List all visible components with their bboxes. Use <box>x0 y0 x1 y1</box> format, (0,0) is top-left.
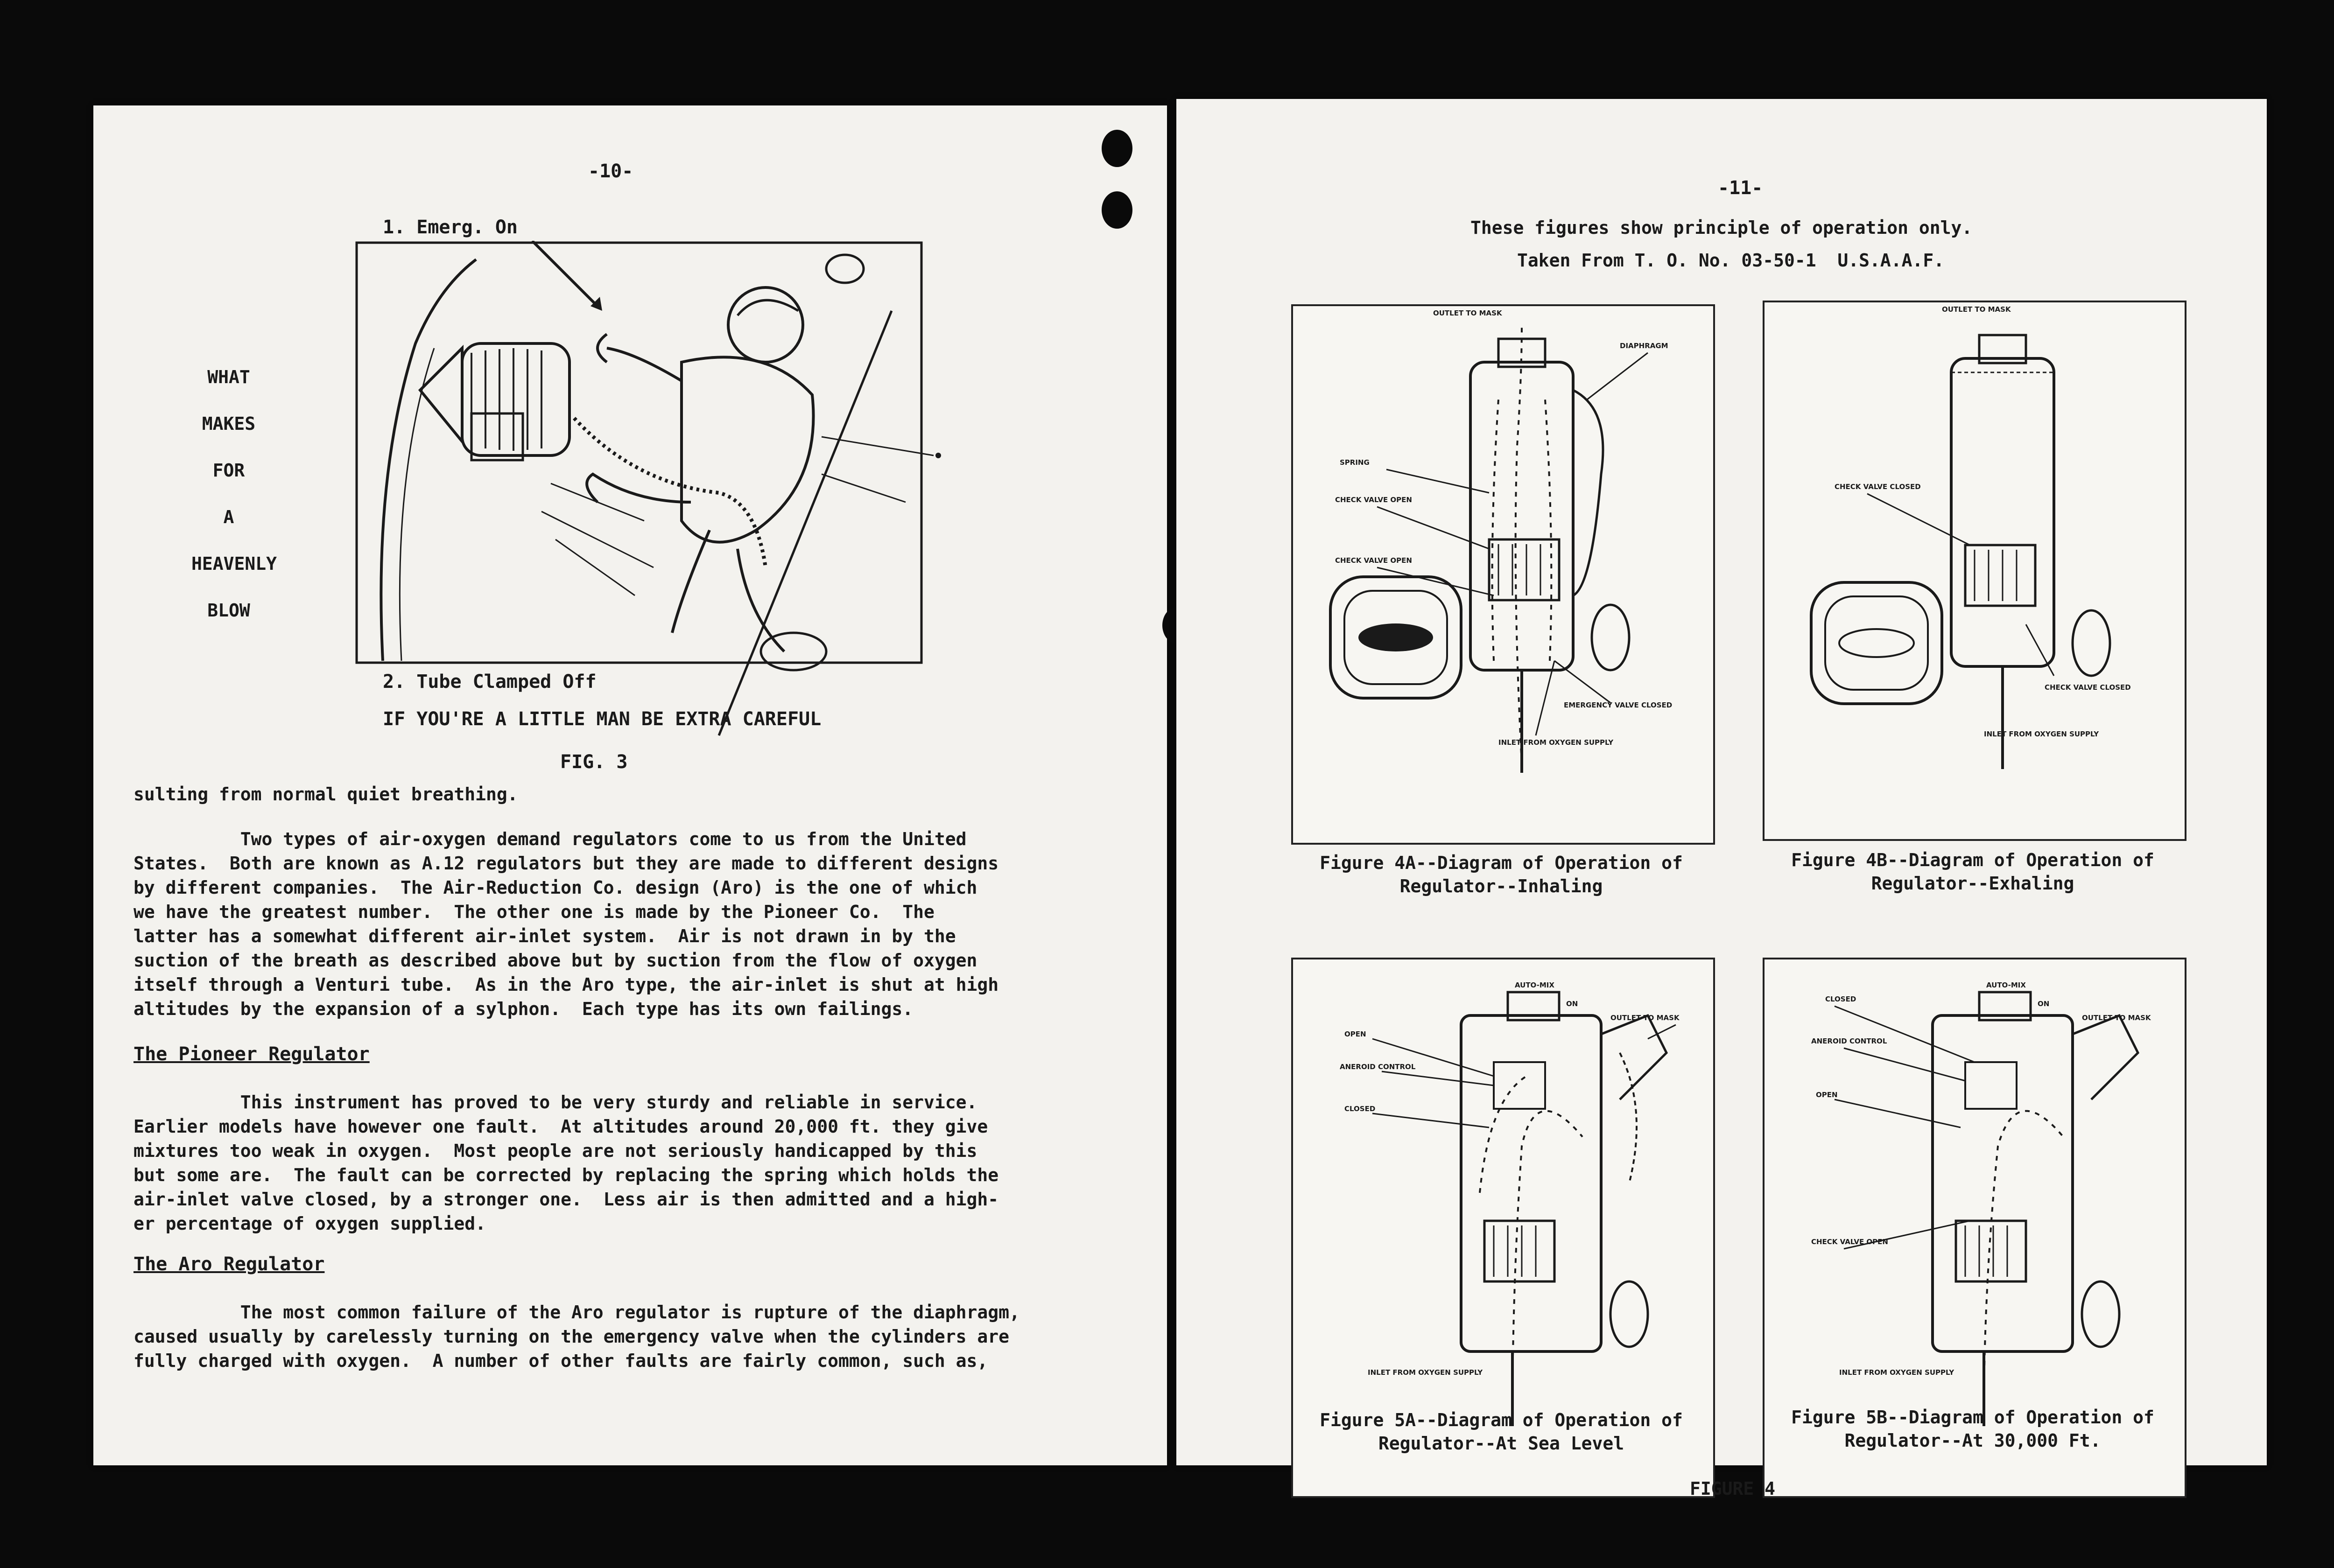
diagram-label: OUTLET TO MASK <box>1942 305 2011 314</box>
diagram-label: CHECK VALVE CLOSED <box>2045 683 2131 692</box>
side-word: A <box>223 507 234 527</box>
diagram-label: OUTLET TO MASK <box>1433 309 1502 317</box>
cartoon-caption: IF YOU'RE A LITTLE MAN BE EXTRA CAREFUL <box>383 708 822 730</box>
diagram-label: OUTLET TO MASK <box>1610 1014 1680 1022</box>
diagram-label: INLET FROM OXYGEN SUPPLY <box>1498 738 1614 747</box>
text-line: we have the greatest number. The other one is made by the Pioneer Co. The <box>134 902 935 922</box>
diagram-label: DIAPHRAGM <box>1620 342 1668 350</box>
text-line: caused usually by carelessly turning on the emergency valve when the cylinders are <box>134 1326 1009 1347</box>
text-line: States. Both are known as A.12 regulators but they are made to different designs <box>134 853 999 874</box>
diagram-label: INLET FROM OXYGEN SUPPLY <box>1984 730 2099 738</box>
diagram-label: OUTLET TO MASK <box>2082 1014 2151 1022</box>
diagram-label: CLOSED <box>1825 995 1856 1003</box>
text-line: Two types of air-oxygen demand regulators come to us from the United <box>134 829 967 849</box>
figure-4-label: FIGURE 4 <box>1690 1478 1776 1499</box>
right-page <box>1176 99 2267 1499</box>
diagram-label: OPEN <box>1344 1030 1366 1038</box>
cartoon-label-bottom: 2. Tube Clamped Off <box>383 671 597 693</box>
diagram-label: ON <box>1566 1000 1578 1008</box>
diagram-label: CHECK VALVE CLOSED <box>1835 483 1921 491</box>
text-line: The most common failure of the Aro regulator is rupture of the diaphragm, <box>134 1302 1020 1323</box>
figure-4a-box <box>1291 304 1715 845</box>
diagram-label: INLET FROM OXYGEN SUPPLY <box>1368 1368 1483 1377</box>
side-word: MAKES <box>202 413 256 434</box>
text-line: mixtures too weak in oxygen. Most people are not seriously handicapped by this <box>134 1141 977 1161</box>
figure-4a-diagram <box>1293 306 1713 843</box>
text-line: er percentage of oxygen supplied. <box>134 1213 486 1234</box>
text-line: air-inlet valve closed, by a stronger one. Less air is then admitted and a high- <box>134 1189 999 1210</box>
side-word: FOR <box>212 460 245 481</box>
diagram-label: INLET FROM OXYGEN SUPPLY <box>1839 1368 1954 1377</box>
diagram-label: ON <box>2038 1000 2050 1008</box>
figure-5b-caption: Figure 5B--Diagram of Operation of Regulator--At 30,000 Ft. <box>1791 1407 2154 1451</box>
diagram-label: CHECK VALVE OPEN <box>1335 556 1412 565</box>
note-principle: These figures show principle of operation only. <box>1470 217 1973 238</box>
text-line: latter has a somewhat different air-inlet system. Air is not drawn in by the <box>134 926 956 946</box>
text-line: but some are. The fault can be corrected by replacing the spring which holds the <box>134 1165 999 1185</box>
text-line: itself through a Venturi tube. As in the Aro type, the air-inlet is shut at high <box>134 974 999 995</box>
diagram-label: CHECK VALVE OPEN <box>1811 1238 1888 1246</box>
diagram-label: EMERGENCY VALVE CLOSED <box>1564 701 1673 709</box>
text-line: fully charged with oxygen. A number of other faults are fairly common, such as, <box>134 1351 988 1371</box>
diagram-label: ANEROID CONTROL <box>1340 1063 1416 1071</box>
diagram-label: OPEN <box>1816 1091 1838 1099</box>
binder-hole <box>1102 191 1132 229</box>
paragraph-2 <box>134 1090 998 1236</box>
diagram-label: CHECK VALVE OPEN <box>1335 496 1412 504</box>
text-line: suction of the breath as described above but by suction from the flow of oxygen <box>134 950 977 971</box>
figure-4b-diagram <box>1765 302 2185 839</box>
diagram-label: AUTO-MIX <box>1986 981 2026 989</box>
diagram-label: SPRING <box>1340 458 1370 467</box>
text-line: This instrument has proved to be very sturdy and reliable in service. <box>134 1092 977 1113</box>
text-line: altitudes by the expansion of a sylphon. Each type has its own failings. <box>134 999 914 1019</box>
heading-aro-regulator: The Aro Regulator <box>134 1253 325 1275</box>
text-line: Earlier models have however one fault. At altitudes around 20,000 ft. they give <box>134 1116 988 1137</box>
figure-4a-caption: Figure 4A--Diagram of Operation of Regulator--Inhaling <box>1320 853 1683 896</box>
diagram-label: CLOSED <box>1344 1105 1376 1113</box>
left-page <box>93 105 1167 1465</box>
page-number: -11- <box>1718 177 1763 199</box>
side-word: WHAT <box>207 367 250 387</box>
heading-pioneer-regulator: The Pioneer Regulator <box>134 1043 370 1065</box>
figure-4b-box <box>1763 301 2186 841</box>
intro-line: sulting from normal quiet breathing. <box>134 784 518 805</box>
note-source: Taken From T. O. No. 03-50-1 U.S.A.A.F. <box>1517 250 1945 271</box>
text-line: by different companies. The Air-Reduction Co. design (Aro) is the one of which <box>134 877 977 898</box>
figure-5a-caption: Figure 5A--Diagram of Operation of Regulator--At Sea Level <box>1320 1410 1683 1454</box>
diagram-label: AUTO-MIX <box>1515 981 1554 989</box>
cartoon-label-top: 1. Emerg. On <box>383 217 518 238</box>
diagram-label: ANEROID CONTROL <box>1811 1037 1887 1045</box>
paragraph-1 <box>134 827 998 1021</box>
page-number: -10- <box>588 161 633 182</box>
fig-label: FIG. 3 <box>560 751 628 773</box>
figure-4b-caption: Figure 4B--Diagram of Operation of Regulator--Exhaling <box>1791 850 2154 894</box>
side-word: BLOW <box>207 600 250 621</box>
side-word: HEAVENLY <box>191 553 277 574</box>
side-words <box>191 367 277 647</box>
paragraph-3 <box>134 1300 1020 1373</box>
binder-hole <box>1102 130 1132 167</box>
